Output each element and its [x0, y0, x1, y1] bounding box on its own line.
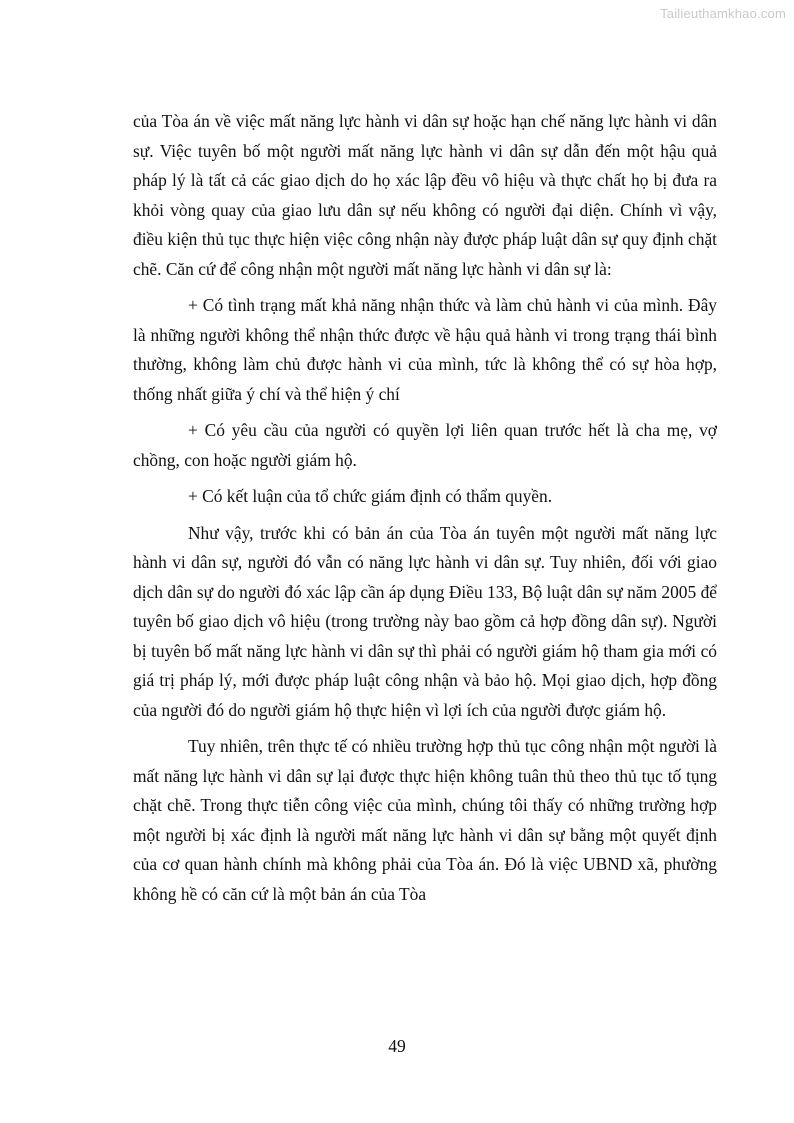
watermark: Tailieuthamkhao.com — [660, 6, 786, 21]
paragraph-condition-1: + Có tình trạng mất khả năng nhận thức và làm chủ hành vi của mình. Đây là những người không thể nhận thức được về hậu quả hành vi trong trạng thái bình thường, không làm chủ được hành vi của mình, tức là không thể có sự hòa hợp, thống nhất giữa ý chí và thể hiện ý chí — [133, 295, 717, 404]
paragraph-practice: Tuy nhiên, trên thực tế có nhiều trường hợp thủ tục công nhận một người là mất năng lực hành vi dân sự lại được thực hiện không tuân thủ theo thủ tục tố tụng chặt chẽ. Trong thực tiễn công việc của mình, chúng tôi thấy có những trường hợp một người bị xác định là người mất năng lực hành vi dân sự bằng một quyết định của cơ quan hành chính mà không phải của Tòa án. Đó là việc UBND xã, phường không hề có căn cứ là một bản án của Tòa — [133, 736, 717, 904]
paragraph-condition-2: + Có yêu cầu của người có quyền lợi liên quan trước hết là cha mẹ, vợ chồng, con hoặc người giám hộ. — [133, 420, 717, 470]
page-number: 49 — [388, 1036, 406, 1056]
document-body — [133, 107, 717, 916]
paragraph-condition-3: + Có kết luận của tổ chức giám định có thẩm quyền. — [188, 486, 553, 506]
paragraph-continuation: của Tòa án về việc mất năng lực hành vi dân sự hoặc hạn chế năng lực hành vi dân sự. Việc tuyên bố một người mất năng lực hành vi dân sự dẫn đến một hậu quả pháp lý là tất cả các giao dịch do họ xác lập đều vô hiệu và thực chất họ bị đưa ra khỏi vòng quay của giao lưu dân sự nếu không có người đại diện. Chính vì vậy, điều kiện thủ tục thực hiện việc công nhận này được pháp luật dân sự quy định chặt chẽ. Căn cứ để công nhận một người mất năng lực hành vi dân sự là: — [133, 111, 717, 279]
paragraph-summary: Như vậy, trước khi có bản án của Tòa án tuyên một người mất năng lực hành vi dân sự, người đó vẫn có năng lực hành vi dân sự. Tuy nhiên, đối với giao dịch dân sự do người đó xác lập cần áp dụng Điều 133, Bộ luật dân sự năm 2005 để tuyên bố giao dịch vô hiệu (trong trường này bao gồm cả hợp đồng dân sự). Người bị tuyên bố mất năng lực hành vi dân sự thì phải có người giám hộ tham gia mới có giá trị pháp lý, mới được pháp luật công nhận và bảo hộ. Mọi giao dịch, hợp đồng của người đó do người giám hộ thực hiện vì lợi ích của người được giám hộ. — [133, 522, 717, 720]
